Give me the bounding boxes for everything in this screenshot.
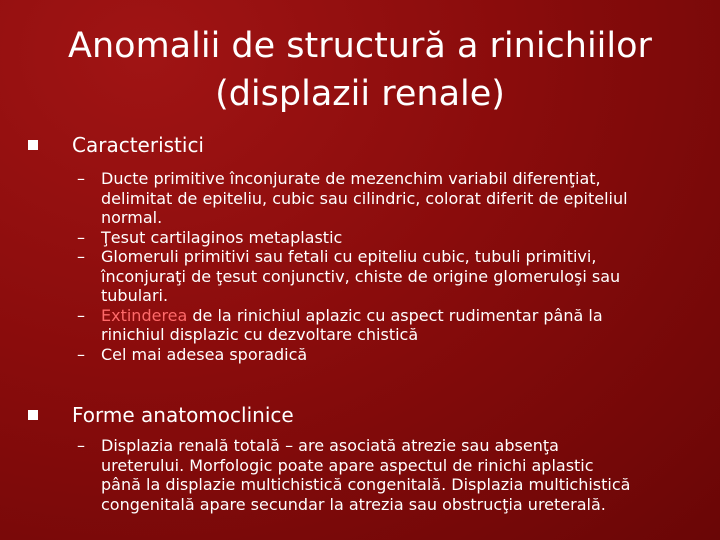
dash-bullet-icon: – — [77, 305, 85, 325]
dash-bullet-icon: – — [77, 344, 85, 364]
title-line-2: (displazii renale) — [215, 74, 505, 114]
dash-bullet-icon: – — [77, 169, 85, 188]
item-line: Ducte primitive înconjurate de mezenchim variabil diferenţiat, — [101, 169, 601, 188]
caracteristici-list — [77, 169, 687, 364]
highlighted-term: Extinderea — [101, 305, 188, 325]
square-bullet-icon — [28, 410, 38, 420]
item-line: înconjuraţi de ţesut conjunctiv, chiste de origine glomeruloşi sau — [101, 266, 621, 286]
item-line: rinichiul displazic cu dezvoltare chistică — [101, 325, 419, 344]
dash-bullet-icon: – — [77, 227, 85, 247]
item-line: tubulari. — [101, 286, 169, 305]
item-line: delimitat de epiteliu, cubic sau cilindric, colorat diferit de epiteliul — [101, 188, 628, 208]
list-item — [77, 345, 687, 365]
item-line: Ţesut cartilaginos metaplastic — [101, 227, 343, 247]
forme-list — [77, 436, 687, 514]
list-item — [77, 436, 687, 514]
item-line: Cel mai adesea sporadică — [101, 344, 308, 364]
item-line: normal. — [101, 208, 163, 227]
dash-bullet-icon: – — [77, 247, 85, 266]
list-item — [77, 169, 687, 228]
item-line: până la displazie multichistică congenitală. Displazia multichistică — [101, 475, 631, 494]
list-item — [77, 247, 687, 306]
item-line-rest: de la rinichiul aplazic cu aspect rudimentar până la — [187, 305, 603, 325]
item-line: Glomeruli primitivi sau fetali cu epiteliu cubic, tubuli primitivi, — [101, 247, 597, 266]
title-line-1: Anomalii de structură a rinichiilor — [68, 26, 652, 66]
item-line: ureterului. Morfologic poate apare aspectul de rinichi aplastic — [101, 455, 594, 475]
item-line: congenitală apare secundar la atrezia sau obstrucţia ureterală. — [101, 494, 606, 514]
slide-title — [40, 22, 680, 118]
item-line: Displazia renală totală – are asociată atrezie sau absenţa — [101, 436, 559, 455]
section-heading: Caracteristici — [72, 133, 204, 157]
item-line — [101, 306, 687, 326]
square-bullet-icon — [28, 140, 38, 150]
list-item — [77, 228, 687, 248]
dash-bullet-icon: – — [77, 436, 85, 455]
list-item — [77, 306, 687, 345]
section-heading: Forme anatomoclinice — [72, 403, 294, 427]
